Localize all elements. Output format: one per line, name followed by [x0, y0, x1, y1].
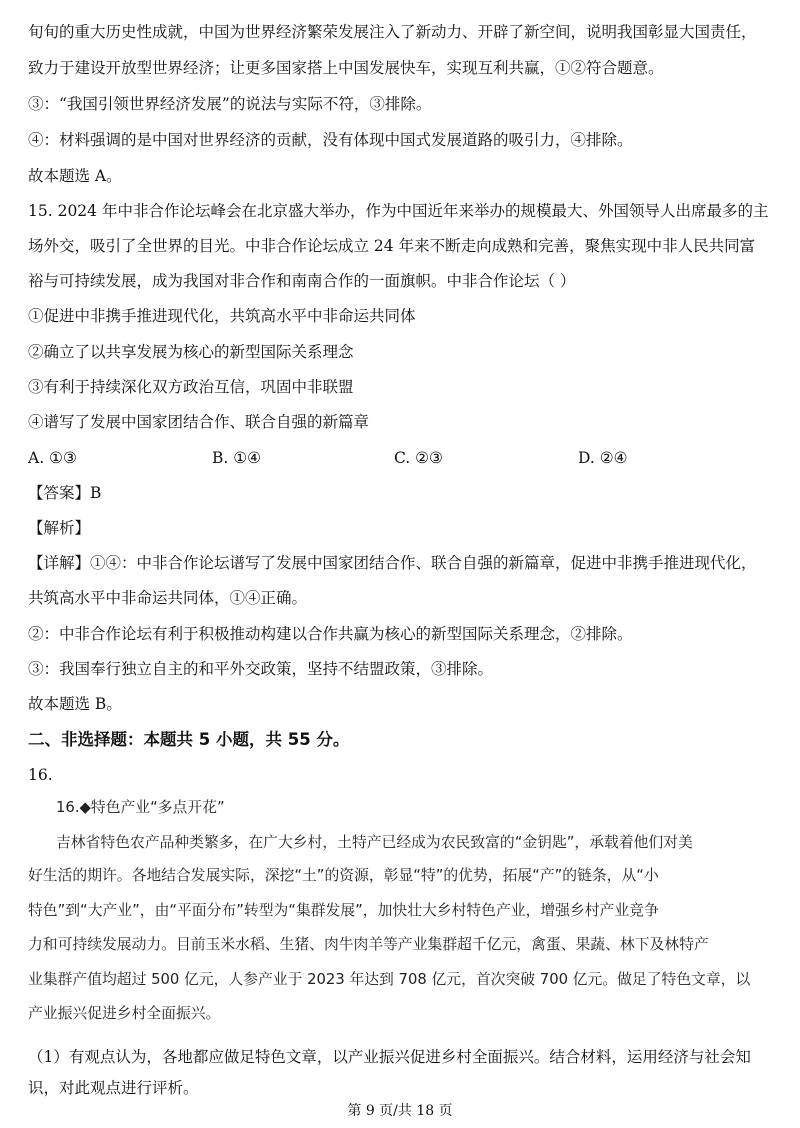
- prev-conclusion: 故本题选 A。: [28, 167, 122, 185]
- q15-detail-line-1: 【详解】①④：中非合作论坛谱写了发展中国家团结合作、联合自强的新篇章，促进中非携手推进现代化，: [28, 554, 757, 572]
- page-footer: 第 9 页/共 18 页: [347, 1103, 453, 1119]
- q15-option-a: A. ①③: [28, 449, 77, 467]
- q15-options: [28, 447, 772, 469]
- q15-analysis-label: 【解析】: [28, 519, 91, 537]
- q15-detail-line-4: ③：我国奉行独立自主的和平外交政策，坚持不结盟政策，③排除。: [28, 660, 494, 678]
- q16-material-title: 16.◆特色产业“多点开花”: [56, 799, 225, 816]
- q16-material-line-6: 产业振兴促进乡村全面振兴。: [28, 1005, 221, 1022]
- q15-statement-2: ②确立了以共享发展为核心的新型国际关系理念: [28, 343, 354, 361]
- q15-statement-3: ③有利于持续深化双方政治互信，巩固中非联盟: [28, 378, 354, 396]
- q16-material-line-4: 力和可持续发展动力。目前玉米水稻、生猪、肉牛肉羊等产业集群超千亿元，禽蛋、果蔬、林下及林特产: [28, 936, 709, 953]
- q16-material-line-3: 特色”到“大产业”，由“平面分布”转型为“集群发展”，加快壮大乡村特色产业，增强乡村产业竞争: [28, 902, 659, 919]
- prev-explanation-line-1: 旬旬的重大历史性成就，中国为世界经济繁荣发展注入了新动力、开辟了新空间，说明我国彰显大国责任，: [28, 23, 757, 41]
- q16-sub1-line-2: 识，对此观点进行评析。: [28, 1079, 199, 1097]
- q16-number: 16.: [28, 766, 53, 784]
- q15-detail-line-2: 共筑高水平中非命运共同体，①④正确。: [28, 589, 308, 607]
- q15-detail-line-3: ②：中非合作论坛有利于积极推动构建以合作共赢为核心的新型国际关系理念，②排除。: [28, 625, 633, 643]
- q16-material: [28, 797, 772, 1077]
- prev-explanation-line-4: ④：材料强调的是中国对世界经济的贡献，没有体现中国式发展道路的吸引力，④排除。: [28, 131, 633, 149]
- q15-option-b: B. ①④: [212, 449, 262, 467]
- q16-material-line-1: 吉林省特色农产品种类繁多，在广大乡村，土特产已经成为农民致富的“金钥匙”，承载着他们对美: [56, 834, 693, 851]
- q16-sub1-line-1: （1）有观点认为，各地都应做足特色文章，以产业振兴促进乡村全面振兴。结合材料，运用经济与社会知: [28, 1048, 751, 1066]
- q15-answer: 【答案】B: [28, 484, 102, 502]
- q15-statement-1: ①促进中非携手推进现代化，共筑高水平中非命运共同体: [28, 307, 416, 325]
- q15-option-c: C. ②③: [394, 449, 443, 467]
- q16-material-line-5: 业集群产值均超过 500 亿元，人参产业于 2023 年达到 708 亿元，首次突破 700 亿元。做足了特色文章，以: [28, 971, 751, 988]
- section-2-title: 二、非选择题：本题共 5 小题，共 55 分。: [28, 730, 350, 749]
- q15-option-d: D. ②④: [578, 449, 628, 467]
- prev-explanation-line-2: 致力于建设开放型世界经济；让更多国家搭上中国发展快车，实现互利共赢，①②符合题意。: [28, 59, 664, 77]
- q15-statement-4: ④谱写了发展中国家团结合作、联合自强的新篇章: [28, 413, 370, 431]
- q16-material-line-2: 好生活的期许。各地结合发展实际，深挖“土”的资源，彰显“特”的优势，拓展“产”的链条，从“小: [28, 867, 659, 884]
- q15-conclusion: 故本题选 B。: [28, 695, 122, 713]
- q15-stem-line-1: 15. 2024 年中非合作论坛峰会在北京盛大举办，作为中国近年来举办的规模最大、外国领导人出席最多的主: [28, 202, 769, 220]
- q15-stem-line-3: 裕与可持续发展，成为我国对非合作和南南合作的一面旗帜。中非合作论坛（ ）: [28, 272, 576, 290]
- q15-stem-line-2: 场外交，吸引了全世界的目光。中非合作论坛成立 24 年来不断走向成熟和完善，聚焦实现中非人民共同富: [28, 237, 756, 255]
- prev-explanation-line-3: ③：“我国引领世界经济发展”的说法与实际不符，③排除。: [28, 95, 432, 113]
